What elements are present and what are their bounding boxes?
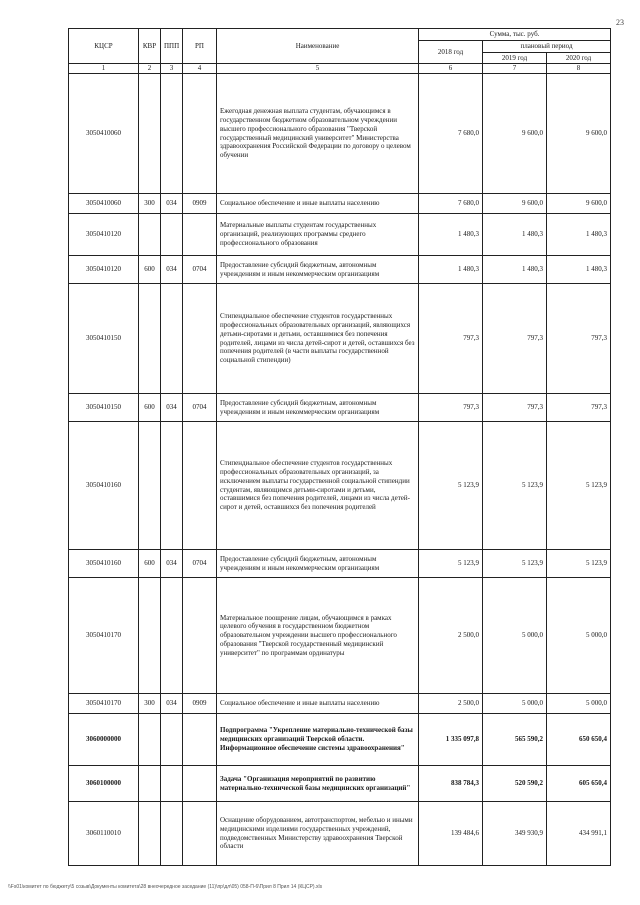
name-cell: Стипендиальное обеспечение студентов государственных профессиональных образовательных организаций, являющихся детьми-сиротами и детьми, оставшимися без попечения родителей, лицами из числа детей-сирот и детей, оставшихся без попечения родителей (в части выплаты государственной социальной стипендии) — [217, 284, 419, 394]
kcsr-cell: 3050410150 — [69, 284, 139, 394]
value-2018-cell: 1 480,3 — [419, 256, 483, 284]
value-2020-cell: 9 600,0 — [547, 74, 611, 194]
kcsr-cell: 3060000000 — [69, 714, 139, 766]
value-2019-cell: 5 000,0 — [483, 694, 547, 714]
table-row — [69, 256, 611, 284]
column-index-row — [69, 64, 611, 74]
value-2018-cell: 139 484,6 — [419, 802, 483, 866]
column-index: 2 — [139, 64, 161, 74]
kvr-cell — [139, 578, 161, 694]
ppp-cell — [161, 578, 183, 694]
name-cell: Предоставление субсидий бюджетным, автономным учреждениям и иным некоммерческим организациям — [217, 394, 419, 422]
value-2020-cell: 5 000,0 — [547, 578, 611, 694]
name-cell: Ежегодная денежная выплата студентам, обучающимся в государственном бюджетном образовательном учреждении высшего профессионального образования "Тверской государственный медицинский университет" Министерства здравоохранения Российской Федерации по договору о целевом обучении — [217, 74, 419, 194]
value-2020-cell: 9 600,0 — [547, 194, 611, 214]
kvr-cell: 600 — [139, 394, 161, 422]
value-2019-cell: 797,3 — [483, 284, 547, 394]
column-index: 6 — [419, 64, 483, 74]
kvr-cell: 300 — [139, 194, 161, 214]
kvr-cell — [139, 284, 161, 394]
kcsr-cell: 3060100000 — [69, 766, 139, 802]
ppp-cell: 034 — [161, 256, 183, 284]
table-row — [69, 550, 611, 578]
page-number: 23 — [616, 18, 624, 27]
column-index: 1 — [69, 64, 139, 74]
column-index: 3 — [161, 64, 183, 74]
value-2018-cell: 7 680,0 — [419, 194, 483, 214]
table-row — [69, 284, 611, 394]
value-2019-cell: 565 590,2 — [483, 714, 547, 766]
rp-cell: 0909 — [183, 194, 217, 214]
kcsr-cell: 3050410060 — [69, 74, 139, 194]
kcsr-cell: 3050410120 — [69, 256, 139, 284]
ppp-cell — [161, 422, 183, 550]
header-name: Наименование — [217, 29, 419, 64]
kcsr-cell: 3050410160 — [69, 422, 139, 550]
value-2019-cell: 9 600,0 — [483, 194, 547, 214]
header-rp: РП — [183, 29, 217, 64]
value-2019-cell: 5 000,0 — [483, 578, 547, 694]
name-cell: Подпрограмма "Укрепление материально-технической базы медицинских организаций Тверской области. Информационное обеспечение системы здравоохранения" — [217, 714, 419, 766]
value-2018-cell: 5 123,9 — [419, 550, 483, 578]
value-2019-cell: 5 123,9 — [483, 422, 547, 550]
value-2018-cell: 797,3 — [419, 394, 483, 422]
value-2020-cell: 5 123,9 — [547, 550, 611, 578]
header-sum: Сумма, тыс. руб. — [419, 29, 611, 41]
table-row — [69, 74, 611, 194]
table-row — [69, 714, 611, 766]
rp-cell — [183, 714, 217, 766]
kcsr-cell: 3050410160 — [69, 550, 139, 578]
header-year-2018: 2018 год — [419, 40, 483, 64]
name-cell: Предоставление субсидий бюджетным, автономным учреждениям и иным некоммерческим организациям — [217, 256, 419, 284]
ppp-cell: 034 — [161, 194, 183, 214]
ppp-cell: 034 — [161, 550, 183, 578]
kcsr-cell: 3060110010 — [69, 802, 139, 866]
table-row — [69, 694, 611, 714]
table-row — [69, 802, 611, 866]
value-2020-cell: 434 991,1 — [547, 802, 611, 866]
ppp-cell: 034 — [161, 694, 183, 714]
kvr-cell — [139, 74, 161, 194]
header-ppp: ППП — [161, 29, 183, 64]
table-row — [69, 194, 611, 214]
value-2018-cell: 2 500,0 — [419, 578, 483, 694]
table-row — [69, 394, 611, 422]
rp-cell — [183, 802, 217, 866]
value-2020-cell: 1 480,3 — [547, 214, 611, 256]
table-row — [69, 422, 611, 550]
header-planned-period: плановый период — [483, 40, 611, 52]
value-2019-cell: 5 123,9 — [483, 550, 547, 578]
column-index: 8 — [547, 64, 611, 74]
value-2019-cell: 9 600,0 — [483, 74, 547, 194]
name-cell: Материальное поощрение лицам, обучающимся в рамках целевого обучения в государственном бюджетном образовательном учреждении высшего профессионального образования "Тверской государственный медицинский университет" по программам ординатуры — [217, 578, 419, 694]
kvr-cell — [139, 714, 161, 766]
value-2020-cell: 5 000,0 — [547, 694, 611, 714]
ppp-cell — [161, 802, 183, 866]
kcsr-cell: 3050410060 — [69, 194, 139, 214]
ppp-cell — [161, 214, 183, 256]
value-2018-cell: 1 335 097,8 — [419, 714, 483, 766]
value-2019-cell: 349 930,9 — [483, 802, 547, 866]
kvr-cell: 300 — [139, 694, 161, 714]
ppp-cell — [161, 284, 183, 394]
table-row — [69, 214, 611, 256]
table-row — [69, 578, 611, 694]
name-cell: Социальное обеспечение и иные выплаты населению — [217, 194, 419, 214]
header-kcsr: КЦСР — [69, 29, 139, 64]
kvr-cell — [139, 422, 161, 550]
rp-cell — [183, 284, 217, 394]
kcsr-cell: 3050410150 — [69, 394, 139, 422]
name-cell: Стипендиальное обеспечение студентов государственных профессиональных образовательных организаций, за исключением выплаты государственной социальной стипендии студентам, являющимся детьми-сиротами и детьми, оставшимися без попечения родителей, лицами из числа детей-сирот и детей, оставшихся без попечения родителей — [217, 422, 419, 550]
rp-cell — [183, 74, 217, 194]
value-2018-cell: 5 123,9 — [419, 422, 483, 550]
file-path-footer: \\Fs01\комитет по бюджету\5 созыв\Документы комитета\28 внеочередное заседание (11)\пр\дл\05) 058-П-6\Прил 8 Прил 14 (КЦСР).xls — [8, 884, 323, 890]
rp-cell: 0704 — [183, 550, 217, 578]
value-2019-cell: 520 590,2 — [483, 766, 547, 802]
kvr-cell — [139, 214, 161, 256]
rp-cell — [183, 766, 217, 802]
value-2020-cell: 797,3 — [547, 284, 611, 394]
value-2019-cell: 797,3 — [483, 394, 547, 422]
kvr-cell — [139, 766, 161, 802]
ppp-cell — [161, 74, 183, 194]
kvr-cell — [139, 802, 161, 866]
header-year-2019: 2019 год — [483, 52, 547, 64]
kvr-cell: 600 — [139, 550, 161, 578]
name-cell: Предоставление субсидий бюджетным, автономным учреждениям и иным некоммерческим организациям — [217, 550, 419, 578]
kvr-cell: 600 — [139, 256, 161, 284]
value-2018-cell: 797,3 — [419, 284, 483, 394]
rp-cell — [183, 578, 217, 694]
value-2019-cell: 1 480,3 — [483, 214, 547, 256]
column-index: 5 — [217, 64, 419, 74]
rp-cell: 0909 — [183, 694, 217, 714]
budget-table — [68, 28, 611, 866]
value-2019-cell: 1 480,3 — [483, 256, 547, 284]
column-index: 7 — [483, 64, 547, 74]
value-2020-cell: 797,3 — [547, 394, 611, 422]
value-2020-cell: 605 650,4 — [547, 766, 611, 802]
value-2018-cell: 2 500,0 — [419, 694, 483, 714]
value-2020-cell: 1 480,3 — [547, 256, 611, 284]
value-2018-cell: 7 680,0 — [419, 74, 483, 194]
value-2020-cell: 650 650,4 — [547, 714, 611, 766]
name-cell: Оснащение оборудованием, автотранспортом, мебелью и иными медицинскими изделиями государственных учреждений, подведомственных Министерству здравоохранения Тверской области — [217, 802, 419, 866]
kcsr-cell: 3050410170 — [69, 578, 139, 694]
rp-cell — [183, 214, 217, 256]
column-index: 4 — [183, 64, 217, 74]
table-row — [69, 766, 611, 802]
rp-cell — [183, 422, 217, 550]
header-kvr: КВР — [139, 29, 161, 64]
ppp-cell — [161, 766, 183, 802]
rp-cell: 0704 — [183, 256, 217, 284]
header-year-2020: 2020 год — [547, 52, 611, 64]
value-2020-cell: 5 123,9 — [547, 422, 611, 550]
ppp-cell — [161, 714, 183, 766]
name-cell: Социальное обеспечение и иные выплаты населению — [217, 694, 419, 714]
kcsr-cell: 3050410120 — [69, 214, 139, 256]
name-cell: Материальные выплаты студентам государственных организаций, реализующих программы среднего профессионального образования — [217, 214, 419, 256]
ppp-cell: 034 — [161, 394, 183, 422]
value-2018-cell: 838 784,3 — [419, 766, 483, 802]
rp-cell: 0704 — [183, 394, 217, 422]
value-2018-cell: 1 480,3 — [419, 214, 483, 256]
kcsr-cell: 3050410170 — [69, 694, 139, 714]
name-cell: Задача "Организация мероприятий по развитию материально-технической базы медицинских организаций" — [217, 766, 419, 802]
